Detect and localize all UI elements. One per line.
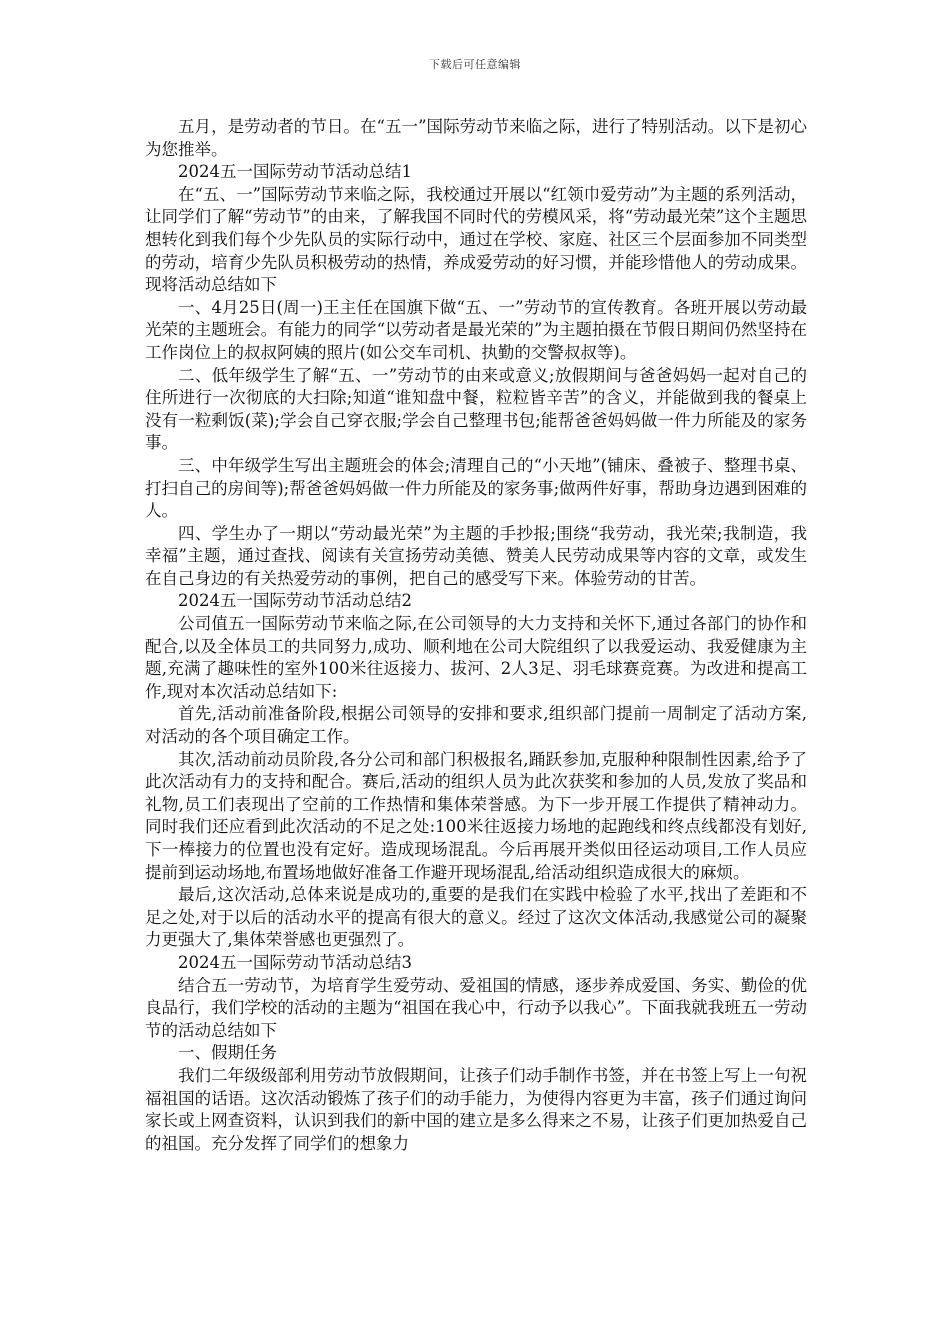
paragraph: 四、学生办了一期以“劳动最光荣”为主题的手抄报;围绕“我劳动，我光荣;我制造，我幸福”主题，通过查找、阅读有关宣扬劳动美德、赞美人民劳动成果等内容的文章，或发生在自己身边的有关热爱劳动的事例，把自己的感受写下来。体验劳动的甘苦。	[145, 523, 807, 588]
subheading: 一、假期任务	[178, 1043, 277, 1063]
paragraph: 公司值五一国际劳动节来临之际,在公司领导的大力支持和关怀下,通过各部门的协作和配合,以及全体员工的共同努力,成功、顺利地在公司大院组织了以我爱运动、我爱健康为主题,充满了趣味性的室外100米往返接力、拔河、2人3足、羽毛球赛竞赛。为改进和提高工作,现对本次活动总结如下:	[145, 614, 807, 701]
paragraph: 二、低年级学生了解“五、一”劳动节的由来或意义;放假期间与爸爸妈妈一起对自己的住所进行一次彻底的大扫除;知道“谁知盘中餐，粒粒皆辛苦”的含义，并能做到我的餐桌上没有一粒剩饭(菜);学会自己穿衣服;学会自己整理书包;能帮爸爸妈妈做一件力所能及的家务事。	[145, 365, 807, 453]
section-heading-1: 2024五一国际劳动节活动总结1	[178, 162, 412, 182]
paragraph: 首先,活动前准备阶段,根据公司领导的安排和要求,组织部门提前一周制定了活动方案,对活动的各个项目确定工作。	[145, 704, 807, 747]
paragraph: 其次,活动前动员阶段,各分公司和部门积极报名,踊跃参加,克服种种限制性因素,给予了此次活动有力的支持和配合。赛后,活动的组织人员为此次获奖和参加的人员,发放了奖品和礼物,员工们表现出了空前的工作热情和集体荣誉感。为下一步开展工作提供了精神动力。同时我们还应看到此次活动的不足之处:100米往返接力场地的起跑线和终点线都没有划好,下一棒接力的位置也没有定好。造成现场混乱。今后再展开类似田径运动项目,工作人员应提前到运动场地,布置场地做好准备工作避开现场混乱,给活动组织造成很大的麻烦。	[145, 749, 807, 882]
paragraph: 我们二年级级部利用劳动节放假期间，让孩子们动手制作书签，并在书签上写上一句祝福祖国的话语。这次活动锻炼了孩子们的动手能力，为使得内容更为丰富，孩子们通过询问家长或上网查资料，认识到我们的新中国的建立是多么得来之不易，让孩子们更加热爱自己的祖国。充分发挥了同学们的想象力	[145, 1065, 807, 1153]
section-heading-3: 2024五一国际劳动节活动总结3	[178, 952, 412, 972]
paragraph: 最后,这次活动,总体来说是成功的,重要的是我们在实践中检验了水平,找出了差距和不足之处,对于以后的活动水平的提高有很大的意义。经过了这次文体活动,我感觉公司的凝聚力更强大了,集体荣誉感也更强烈了。	[145, 885, 807, 950]
paragraph-intro: 五月，是劳动者的节日。在“五一”国际劳动节来临之际，进行了特别活动。以下是初心为您推举。	[145, 117, 807, 159]
paragraph: 三、中年级学生写出主题班会的体会;清理自己的“小天地”(铺床、叠被子、整理书桌、打扫自己的房间等);帮爸爸妈妈做一件力所能及的家务事;做两件好事，帮助身边遇到困难的人。	[145, 455, 807, 521]
section-heading-2: 2024五一国际劳动节活动总结2	[178, 591, 412, 611]
paragraph: 一、4月25日(周一)王主任在国旗下做“五、一”劳动节的宣传教育。各班开展以劳动最光荣的主题班会。有能力的同学“以劳动者是最光荣的”为主题拍摄在节假日期间仍然坚持在工作岗位上的叔叔阿姨的照片(如公交车司机、执勤的交警叔叔等)。	[145, 297, 807, 362]
paragraph: 在“五、一”国际劳动节来临之际，我校通过开展以“红领巾爱劳动”为主题的系列活动，让同学们了解“劳动节”的由来，了解我国不同时代的劳模风采，将“劳动最光荣”这个主题思想转化到我们每个少先队员的实际行动中，通过在学校、家庭、社区三个层面参加不同类型的劳动，培育少先队员积极劳动的热情，养成爱劳动的好习惯，并能珍惜他人的劳动成果。现将活动总结如下	[145, 184, 807, 295]
document-body	[145, 116, 807, 1155]
paragraph: 结合五一劳动节，为培育学生爱劳动、爱祖国的情感，逐步养成爱国、务实、勤俭的优良品行，我们学校的活动的主题为“祖国在我心中，行动予以我心”。下面我就我班五一劳动节的活动总结如下	[145, 975, 807, 1040]
page-header: 下载后可任意编辑	[429, 58, 521, 71]
